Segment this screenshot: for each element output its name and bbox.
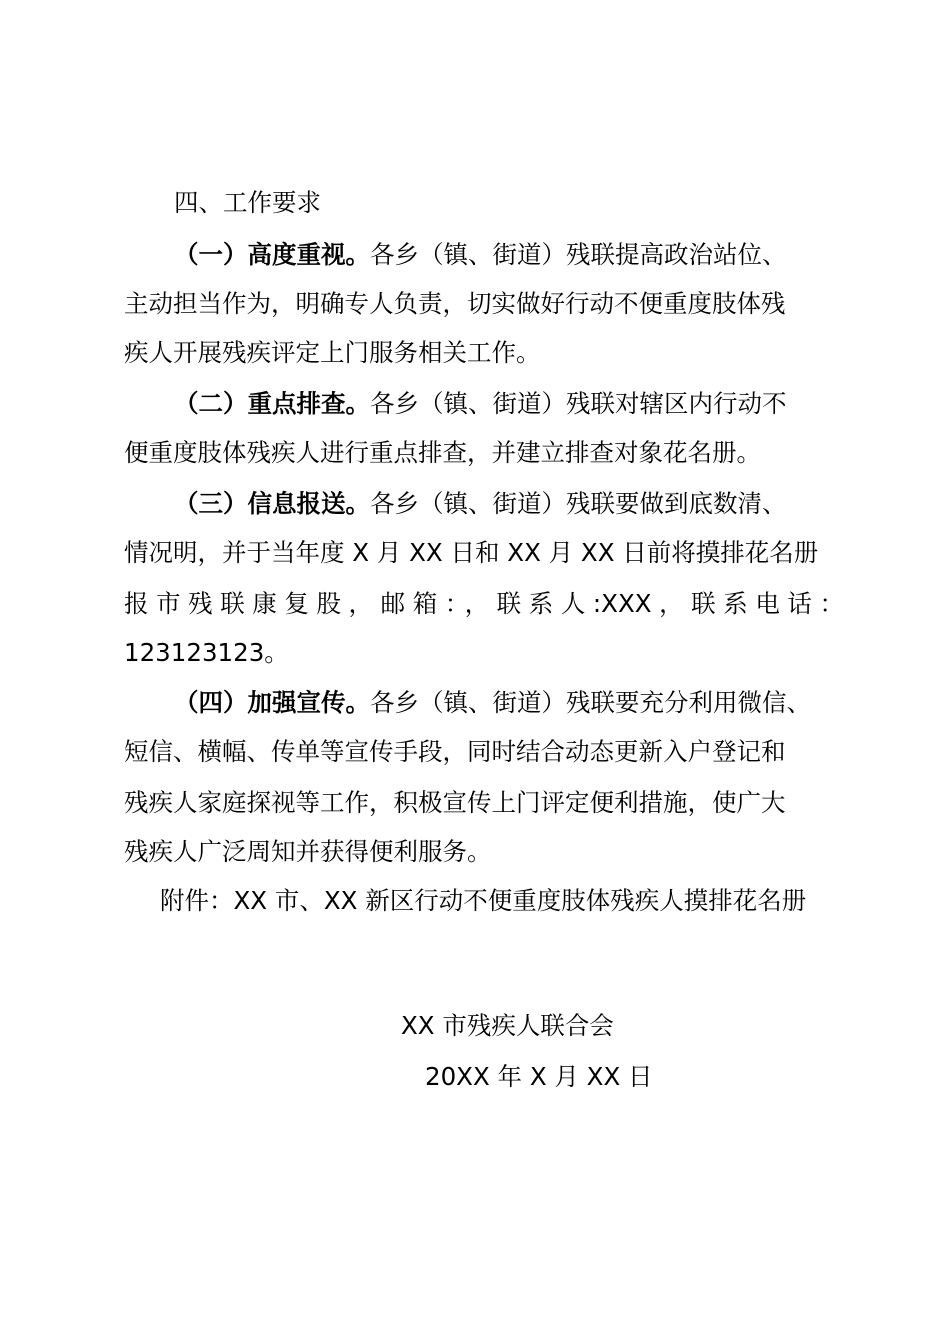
- item-4-first-line: [174, 688, 894, 718]
- item-3-line-1: 各乡（镇、街道）残联要做到底数清、: [370, 489, 787, 518]
- item-1-line-2: 主动担当作为，明确专人负责，切实做好行动不便重度肢体残: [124, 289, 786, 318]
- item-3-title: （三）信息报送。: [174, 489, 370, 518]
- item-3-line-3: 报市残联康复股，邮箱：，联系人:XXX，联系电话：: [124, 589, 844, 618]
- item-4-line-3: 残疾人家庭探视等工作，积极宣传上门评定便利措施，使广大: [124, 788, 786, 817]
- item-2-title: （二）重点排查。: [174, 389, 370, 418]
- item-3-line-4: 123123123。: [124, 638, 289, 667]
- signature-organization: XX 市残疾人联合会: [401, 1011, 614, 1040]
- item-4-title: （四）加强宣传。: [174, 688, 370, 717]
- item-1-title: （一）高度重视。: [174, 240, 370, 269]
- item-2-first-line: [174, 389, 894, 419]
- item-1-line-3: 疾人开展残疾评定上门服务相关工作。: [124, 338, 541, 367]
- item-4-line-1: 各乡（镇、街道）残联要充分利用微信、: [370, 688, 811, 717]
- item-4-line-4: 残疾人广泛周知并获得便利服务。: [124, 837, 492, 866]
- item-4-line-2: 短信、横幅、传单等宣传手段，同时结合动态更新入户登记和: [124, 737, 786, 766]
- item-1-first-line: [174, 240, 894, 270]
- section-heading: 四、工作要求: [174, 188, 321, 217]
- item-2-line-2: 便重度肢体残疾人进行重点排查，并建立排查对象花名册。: [124, 438, 761, 467]
- item-1-line-1: 各乡（镇、街道）残联提高政治站位、: [370, 240, 787, 269]
- attachment-line: 附件：XX 市、XX 新区行动不便重度肢体残疾人摸排花名册: [160, 886, 807, 915]
- item-3-line-2: 情况明，并于当年度 X 月 XX 日和 XX 月 XX 日前将摸排花名册: [124, 538, 819, 567]
- item-2-line-1: 各乡（镇、街道）残联对辖区内行动不: [370, 389, 787, 418]
- item-3-first-line: [174, 489, 894, 519]
- signature-date: 20XX 年 X 月 XX 日: [425, 1062, 653, 1091]
